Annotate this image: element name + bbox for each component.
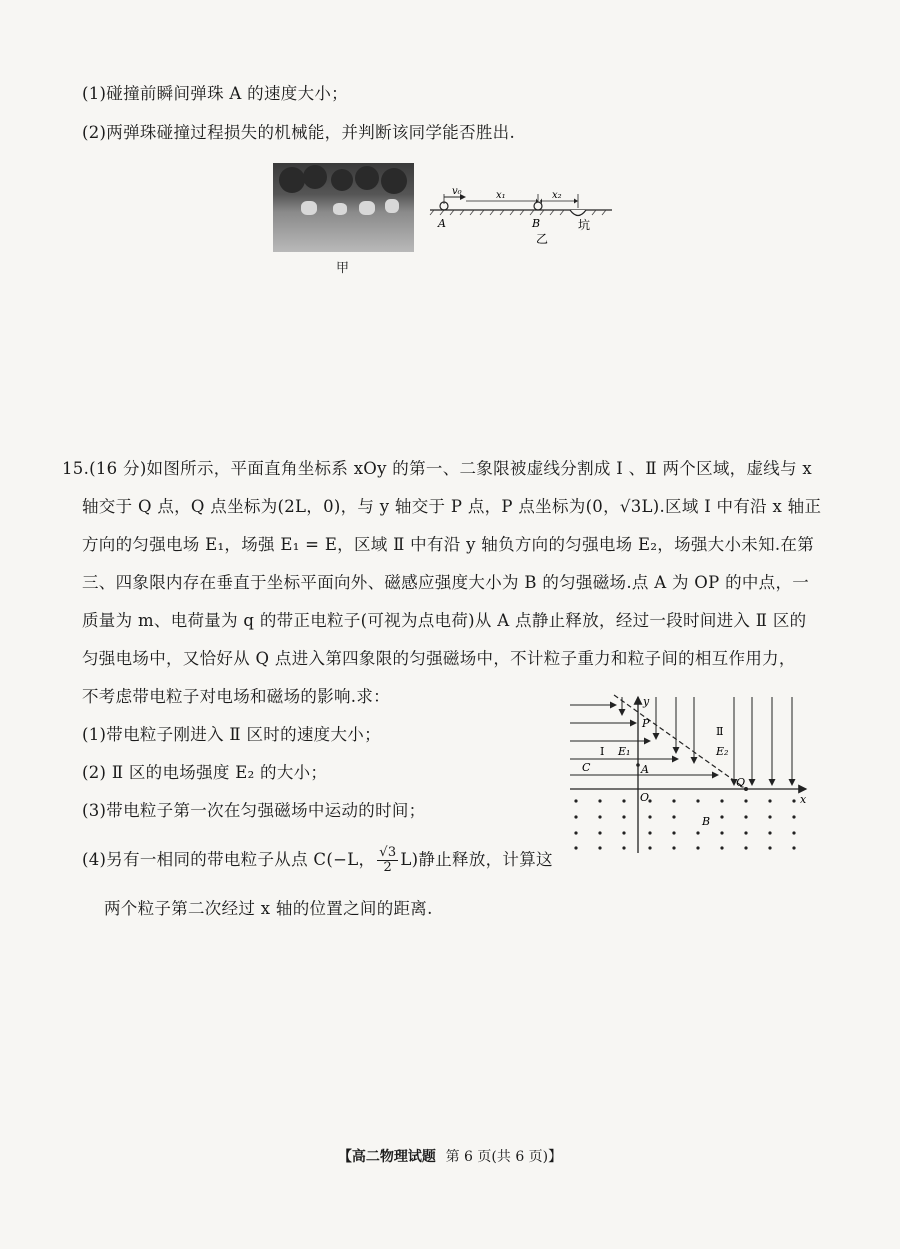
footer-page-number: 第 6 页(共 6 页)】 [445, 1149, 563, 1165]
point-a-label: A [641, 763, 649, 776]
x2-label: x₂ [552, 190, 562, 201]
y-axis-label: y [643, 695, 650, 708]
q14-part1: (1)碰撞前瞬间弹珠 A 的速度大小； [82, 84, 348, 103]
x-axis-label: x [800, 793, 807, 806]
q15-line-6: 匀强电场中，又恰好从 Q 点进入第四象限的匀强磁场中，不计粒子重力和粒子间的相互作用力， [82, 649, 796, 668]
label-b: B [532, 217, 541, 230]
origin-label: O [640, 791, 650, 804]
q15-line-3: 方向的匀强电场 E₁，场强 E₁ = E，区域 Ⅱ 中有沿 y 轴负方向的匀强电场 E₂，场强大小未知.在第 [82, 535, 815, 554]
x1-label: x₁ [496, 190, 506, 201]
q15-line-4: 三、四象限内存在垂直于坐标平面向外、磁感应强度大小为 B 的匀强磁场.点 A 为 OP 的中点，一 [82, 573, 810, 592]
fraction [377, 846, 398, 875]
marble-track-diagram [420, 185, 620, 245]
region-1-label: Ⅰ [600, 745, 605, 758]
q15-line-1: 15.(16 分)如图所示，平面直角坐标系 xOy 的第一、二象限被虚线分割成 Ⅰ 、Ⅱ 两个区域，虚线与 x [62, 459, 813, 478]
label-a: A [438, 217, 446, 230]
q15-line-2: 轴交于 Q 点，Q 点坐标为(2L，0)，与 y 轴交于 P 点，P 点坐标为(0，√3L).区域 Ⅰ 中有沿 x 轴正 [82, 497, 822, 516]
page-footer [0, 1146, 900, 1166]
q15-part4-end: L)静止释放，计算这 [400, 850, 553, 869]
b-field-label: B [702, 815, 711, 828]
magnetic-field-dots [574, 799, 795, 849]
q15-part4 [82, 846, 553, 875]
fraction-numerator: √3 [379, 845, 397, 860]
footer-title: 【高二物理试题 [337, 1149, 436, 1165]
q15-line-5: 质量为 m、电荷量为 q 的带正电粒子(可视为点电荷)从 A 点静止释放，经过一段时间进入 Ⅱ 区的 [82, 611, 807, 630]
v0-label: v₀ [452, 186, 462, 197]
q14-part2: (2)两弹珠碰撞过程损失的机械能，并判断该同学能否胜出. [82, 123, 516, 142]
photo-caption: 甲 [336, 261, 350, 276]
q15-line-7: 不考虑带电粒子对电场和磁场的影响.求： [82, 687, 390, 706]
pit-label: 坑 [578, 218, 591, 232]
q15-part2: (2) Ⅱ 区的电场强度 E₂ 的大小； [82, 763, 328, 782]
q15-part3: (3)带电粒子第一次在匀强磁场中运动的时间； [82, 801, 426, 820]
region-2-label: Ⅱ [716, 725, 724, 738]
q15-part1: (1)带电粒子刚进入 Ⅱ 区时的速度大小； [82, 725, 381, 744]
point-q-label: Q [736, 776, 746, 789]
marbles-photo [273, 163, 414, 252]
q15-part4-continued: 两个粒子第二次经过 x 轴的位置之间的距离. [104, 899, 433, 918]
field-diagram [568, 693, 813, 855]
e1-label: E₁ [618, 745, 631, 758]
e2-label: E₂ [716, 745, 729, 758]
diagram-caption: 乙 [536, 232, 549, 245]
fraction-denominator: 2 [383, 860, 393, 875]
marble-b [534, 202, 542, 210]
q15-part4-start: (4)另有一相同的带电粒子从点 C(−L， [82, 850, 376, 869]
point-c-label: C [582, 761, 591, 774]
point-p-label: P [642, 717, 650, 730]
